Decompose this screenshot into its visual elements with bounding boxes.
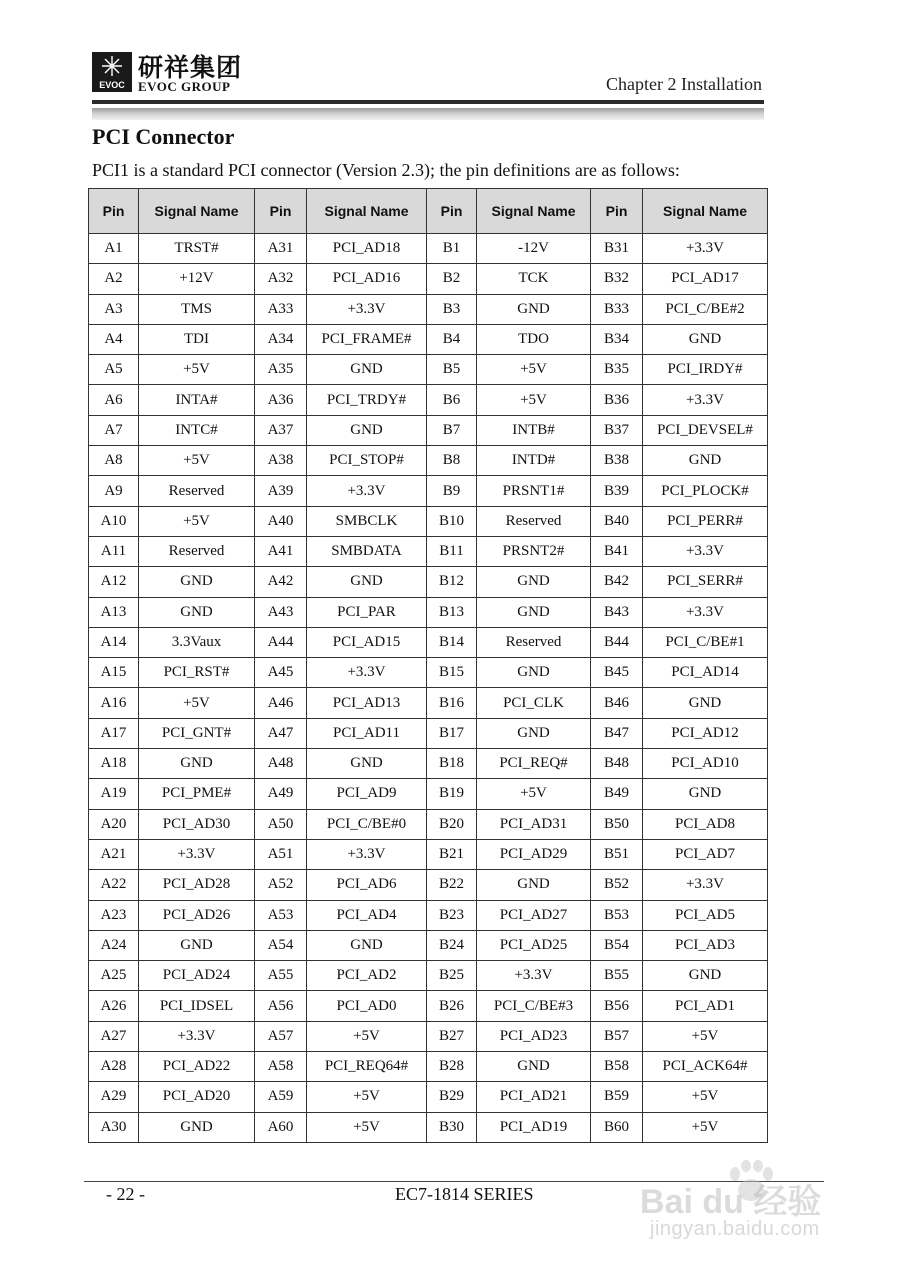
pin-cell: B46 (591, 688, 643, 718)
signal-name-cell: PCI_CLK (477, 688, 591, 718)
pin-cell: B29 (427, 1082, 477, 1112)
pin-cell: B43 (591, 597, 643, 627)
pin-cell: A6 (89, 385, 139, 415)
signal-name-cell: +5V (477, 355, 591, 385)
pin-cell: A49 (255, 779, 307, 809)
pin-cell: A21 (89, 839, 139, 869)
pin-cell: A47 (255, 718, 307, 748)
signal-name-cell: +5V (643, 1112, 768, 1142)
pin-cell: A10 (89, 506, 139, 536)
signal-name-cell: PCI_AD9 (307, 779, 427, 809)
signal-name-cell: +3.3V (139, 839, 255, 869)
signal-name-cell: PCI_AD25 (477, 930, 591, 960)
pin-cell: A54 (255, 930, 307, 960)
signal-name-cell: +5V (139, 355, 255, 385)
logo-chinese-name: 研祥集团 (138, 53, 243, 82)
pin-cell: A45 (255, 658, 307, 688)
table-row (89, 658, 768, 688)
signal-name-cell: +5V (139, 688, 255, 718)
pin-cell: A27 (89, 1021, 139, 1051)
table-row (89, 597, 768, 627)
table-row (89, 779, 768, 809)
signal-name-cell: +5V (307, 1021, 427, 1051)
pin-cell: B34 (591, 324, 643, 354)
logo-mark-text: EVOC (99, 80, 125, 90)
pin-cell: A35 (255, 355, 307, 385)
pin-cell: B15 (427, 658, 477, 688)
pin-cell: A60 (255, 1112, 307, 1142)
pin-cell: A37 (255, 415, 307, 445)
pin-cell: B58 (591, 1052, 643, 1082)
pin-cell: A9 (89, 476, 139, 506)
pin-cell: B5 (427, 355, 477, 385)
pin-cell: B26 (427, 991, 477, 1021)
pin-cell: B39 (591, 476, 643, 506)
signal-name-cell: GND (307, 355, 427, 385)
signal-name-cell: +5V (643, 1082, 768, 1112)
signal-name-cell: GND (139, 567, 255, 597)
pin-cell: A7 (89, 415, 139, 445)
signal-name-cell: PCI_STOP# (307, 446, 427, 476)
evoc-logo-mark (92, 52, 132, 92)
signal-name-cell: +5V (643, 1021, 768, 1051)
table-row (89, 1112, 768, 1142)
pin-cell: B55 (591, 961, 643, 991)
signal-name-cell: +3.3V (139, 1021, 255, 1051)
pin-cell: A3 (89, 294, 139, 324)
pin-cell: A2 (89, 264, 139, 294)
table-row (89, 355, 768, 385)
product-series: EC7-1814 SERIES (395, 1184, 534, 1204)
table-row (89, 1082, 768, 1112)
pin-cell: A44 (255, 627, 307, 657)
signal-name-cell: PCI_AD28 (139, 870, 255, 900)
signal-name-cell: GND (477, 567, 591, 597)
pin-cell: A5 (89, 355, 139, 385)
pin-cell: B1 (427, 234, 477, 264)
signal-name-cell: PCI_AD22 (139, 1052, 255, 1082)
signal-name-cell: PCI_AD15 (307, 627, 427, 657)
signal-name-cell: +3.3V (643, 597, 768, 627)
pin-cell: B40 (591, 506, 643, 536)
pin-cell: B6 (427, 385, 477, 415)
signal-name-cell: +3.3V (307, 658, 427, 688)
signal-name-cell: GND (643, 779, 768, 809)
signal-name-cell: TDO (477, 324, 591, 354)
signal-name-cell: PCI_AD2 (307, 961, 427, 991)
signal-name-cell: +5V (477, 385, 591, 415)
signal-name-cell: GND (139, 930, 255, 960)
pin-cell: B18 (427, 749, 477, 779)
signal-name-cell: +5V (139, 446, 255, 476)
table-row (89, 264, 768, 294)
pin-cell: A56 (255, 991, 307, 1021)
signal-name-cell: GND (643, 446, 768, 476)
chapter-heading: Chapter 2 Installation (606, 74, 762, 94)
signal-name-cell: +3.3V (643, 234, 768, 264)
signal-name-cell: +3.3V (307, 294, 427, 324)
signal-name-cell: INTA# (139, 385, 255, 415)
signal-name-cell: PCI_PAR (307, 597, 427, 627)
table-row (89, 234, 768, 264)
signal-name-cell: +3.3V (643, 870, 768, 900)
column-header: Pin (89, 189, 139, 234)
signal-name-cell: GND (643, 688, 768, 718)
signal-name-cell: Reserved (477, 506, 591, 536)
pin-cell: A46 (255, 688, 307, 718)
pin-cell: B59 (591, 1082, 643, 1112)
pin-cell: A59 (255, 1082, 307, 1112)
pin-cell: B56 (591, 991, 643, 1021)
table-row (89, 324, 768, 354)
signal-name-cell: GND (139, 1112, 255, 1142)
pin-cell: B37 (591, 415, 643, 445)
signal-name-cell: +5V (139, 506, 255, 536)
pin-cell: A12 (89, 567, 139, 597)
signal-name-cell: TMS (139, 294, 255, 324)
pin-cell: B51 (591, 839, 643, 869)
signal-name-cell: PCI_SERR# (643, 567, 768, 597)
signal-name-cell: PCI_AD13 (307, 688, 427, 718)
signal-name-cell: +5V (307, 1112, 427, 1142)
signal-name-cell: PCI_C/BE#3 (477, 991, 591, 1021)
signal-name-cell: PCI_TRDY# (307, 385, 427, 415)
table-row (89, 718, 768, 748)
pin-cell: B25 (427, 961, 477, 991)
signal-name-cell: +3.3V (477, 961, 591, 991)
pin-cell: B11 (427, 536, 477, 566)
pin-cell: B53 (591, 900, 643, 930)
pin-cell: B2 (427, 264, 477, 294)
signal-name-cell: +3.3V (643, 536, 768, 566)
pin-cell: A17 (89, 718, 139, 748)
pin-cell: B19 (427, 779, 477, 809)
pin-cell: A32 (255, 264, 307, 294)
pin-cell: A28 (89, 1052, 139, 1082)
signal-name-cell: PCI_AD1 (643, 991, 768, 1021)
pin-cell: A55 (255, 961, 307, 991)
signal-name-cell: PCI_IDSEL (139, 991, 255, 1021)
table-header-row (89, 189, 768, 234)
signal-name-cell: PCI_C/BE#1 (643, 627, 768, 657)
pin-cell: A50 (255, 809, 307, 839)
table-row (89, 476, 768, 506)
pin-cell: A18 (89, 749, 139, 779)
pin-cell: A26 (89, 991, 139, 1021)
signal-name-cell: PCI_AD8 (643, 809, 768, 839)
pin-cell: A24 (89, 930, 139, 960)
signal-name-cell: TDI (139, 324, 255, 354)
pin-cell: B35 (591, 355, 643, 385)
signal-name-cell: PCI_REQ# (477, 749, 591, 779)
signal-name-cell: PCI_AD17 (643, 264, 768, 294)
pin-cell: A11 (89, 536, 139, 566)
signal-name-cell: INTD# (477, 446, 591, 476)
header-rule-shade (92, 108, 764, 120)
table-row (89, 385, 768, 415)
pin-cell: A31 (255, 234, 307, 264)
signal-name-cell: GND (477, 658, 591, 688)
pin-cell: A14 (89, 627, 139, 657)
baidu-watermark (640, 1150, 870, 1250)
signal-name-cell: Reserved (139, 536, 255, 566)
pin-cell: B36 (591, 385, 643, 415)
pin-cell: A51 (255, 839, 307, 869)
signal-name-cell: PCI_AD11 (307, 718, 427, 748)
pin-cell: A22 (89, 870, 139, 900)
pin-cell: B20 (427, 809, 477, 839)
pin-cell: B28 (427, 1052, 477, 1082)
pin-cell: B10 (427, 506, 477, 536)
pin-cell: B13 (427, 597, 477, 627)
pin-cell: A1 (89, 234, 139, 264)
table-row (89, 839, 768, 869)
signal-name-cell: +3.3V (643, 385, 768, 415)
signal-name-cell: PCI_AD0 (307, 991, 427, 1021)
table-row (89, 930, 768, 960)
pin-cell: B16 (427, 688, 477, 718)
column-header: Pin (255, 189, 307, 234)
signal-name-cell: TRST# (139, 234, 255, 264)
pin-cell: A19 (89, 779, 139, 809)
signal-name-cell: PCI_AD18 (307, 234, 427, 264)
watermark-brand: Bai du 经验 (640, 1183, 822, 1221)
pin-cell: A48 (255, 749, 307, 779)
signal-name-cell: PCI_PME# (139, 779, 255, 809)
signal-name-cell: PRSNT2# (477, 536, 591, 566)
table-row (89, 567, 768, 597)
signal-name-cell: PCI_AD24 (139, 961, 255, 991)
watermark-url: jingyan.baidu.com (650, 1218, 820, 1240)
table-row (89, 749, 768, 779)
pin-cell: B44 (591, 627, 643, 657)
pin-cell: A40 (255, 506, 307, 536)
pin-cell: A41 (255, 536, 307, 566)
pin-cell: B8 (427, 446, 477, 476)
table-row (89, 961, 768, 991)
pin-cell: B23 (427, 900, 477, 930)
table-row (89, 870, 768, 900)
signal-name-cell: +12V (139, 264, 255, 294)
signal-name-cell: GND (139, 749, 255, 779)
pin-cell: A15 (89, 658, 139, 688)
pin-cell: B32 (591, 264, 643, 294)
signal-name-cell: 3.3Vaux (139, 627, 255, 657)
column-header: Signal Name (139, 189, 255, 234)
signal-name-cell: PCI_AD30 (139, 809, 255, 839)
pin-cell: B14 (427, 627, 477, 657)
pin-cell: A53 (255, 900, 307, 930)
pin-cell: A13 (89, 597, 139, 627)
pin-cell: B21 (427, 839, 477, 869)
signal-name-cell: PCI_AD19 (477, 1112, 591, 1142)
starburst-icon (102, 56, 122, 76)
pin-cell: A39 (255, 476, 307, 506)
pin-table-body (89, 234, 768, 1143)
signal-name-cell: PCI_AD6 (307, 870, 427, 900)
logo-english-name: EVOC GROUP (138, 79, 231, 94)
signal-name-cell: Reserved (139, 476, 255, 506)
signal-name-cell: SMBCLK (307, 506, 427, 536)
pin-cell: B9 (427, 476, 477, 506)
pin-cell: A57 (255, 1021, 307, 1051)
pin-cell: A34 (255, 324, 307, 354)
pin-cell: B48 (591, 749, 643, 779)
signal-name-cell: PCI_AD3 (643, 930, 768, 960)
signal-name-cell: +5V (477, 779, 591, 809)
section-title: PCI Connector (92, 124, 235, 149)
pin-cell: A23 (89, 900, 139, 930)
signal-name-cell: GND (307, 749, 427, 779)
signal-name-cell: PCI_IRDY# (643, 355, 768, 385)
pin-cell: B57 (591, 1021, 643, 1051)
table-row (89, 991, 768, 1021)
signal-name-cell: PCI_C/BE#2 (643, 294, 768, 324)
pin-cell: B41 (591, 536, 643, 566)
signal-name-cell: GND (643, 961, 768, 991)
signal-name-cell: GND (477, 1052, 591, 1082)
signal-name-cell: PCI_AD14 (643, 658, 768, 688)
signal-name-cell: PCI_FRAME# (307, 324, 427, 354)
signal-name-cell: SMBDATA (307, 536, 427, 566)
pin-cell: B60 (591, 1112, 643, 1142)
table-row (89, 688, 768, 718)
pin-cell: A20 (89, 809, 139, 839)
pin-cell: A43 (255, 597, 307, 627)
table-row (89, 900, 768, 930)
pin-cell: A36 (255, 385, 307, 415)
pin-cell: A8 (89, 446, 139, 476)
signal-name-cell: PCI_AD10 (643, 749, 768, 779)
signal-name-cell: PRSNT1# (477, 476, 591, 506)
pin-cell: A25 (89, 961, 139, 991)
pin-cell: B47 (591, 718, 643, 748)
pin-cell: A30 (89, 1112, 139, 1142)
table-row (89, 506, 768, 536)
pin-cell: A42 (255, 567, 307, 597)
signal-name-cell: -12V (477, 234, 591, 264)
table-row (89, 536, 768, 566)
signal-name-cell: GND (307, 567, 427, 597)
signal-name-cell: INTB# (477, 415, 591, 445)
pin-definition-table (88, 188, 768, 1143)
signal-name-cell: +5V (307, 1082, 427, 1112)
table-row (89, 627, 768, 657)
signal-name-cell: INTC# (139, 415, 255, 445)
pin-cell: A38 (255, 446, 307, 476)
pin-cell: B17 (427, 718, 477, 748)
evoc-logo (92, 52, 262, 100)
table-row (89, 294, 768, 324)
pin-cell: B22 (427, 870, 477, 900)
signal-name-cell: PCI_AD21 (477, 1082, 591, 1112)
signal-name-cell: PCI_AD31 (477, 809, 591, 839)
page-number: - 22 - (106, 1184, 145, 1204)
signal-name-cell: PCI_AD29 (477, 839, 591, 869)
pin-cell: A29 (89, 1082, 139, 1112)
table-row (89, 1052, 768, 1082)
column-header: Signal Name (307, 189, 427, 234)
pin-cell: A58 (255, 1052, 307, 1082)
column-header: Pin (591, 189, 643, 234)
signal-name-cell: PCI_AD5 (643, 900, 768, 930)
signal-name-cell: GND (643, 324, 768, 354)
pin-cell: B42 (591, 567, 643, 597)
table-row (89, 446, 768, 476)
column-header: Signal Name (643, 189, 768, 234)
intro-text: PCI1 is a standard PCI connector (Version 2.3); the pin definitions are as follows: (92, 160, 680, 180)
signal-name-cell: GND (307, 415, 427, 445)
column-header: Signal Name (477, 189, 591, 234)
pin-cell: B49 (591, 779, 643, 809)
pin-cell: B3 (427, 294, 477, 324)
pin-cell: A33 (255, 294, 307, 324)
signal-name-cell: PCI_AD4 (307, 900, 427, 930)
pin-cell: B38 (591, 446, 643, 476)
signal-name-cell: PCI_AD27 (477, 900, 591, 930)
signal-name-cell: PCI_C/BE#0 (307, 809, 427, 839)
signal-name-cell: PCI_AD7 (643, 839, 768, 869)
table-row (89, 1021, 768, 1051)
signal-name-cell: TCK (477, 264, 591, 294)
signal-name-cell: PCI_DEVSEL# (643, 415, 768, 445)
pin-cell: B30 (427, 1112, 477, 1142)
pin-cell: B27 (427, 1021, 477, 1051)
pin-cell: B7 (427, 415, 477, 445)
signal-name-cell: GND (477, 870, 591, 900)
pin-cell: B50 (591, 809, 643, 839)
pin-cell: B45 (591, 658, 643, 688)
signal-name-cell: +3.3V (307, 476, 427, 506)
signal-name-cell: PCI_PLOCK# (643, 476, 768, 506)
signal-name-cell: PCI_RST# (139, 658, 255, 688)
signal-name-cell: PCI_PERR# (643, 506, 768, 536)
table-row (89, 809, 768, 839)
pin-cell: B54 (591, 930, 643, 960)
signal-name-cell: PCI_AD20 (139, 1082, 255, 1112)
pin-cell: B33 (591, 294, 643, 324)
table-row (89, 415, 768, 445)
signal-name-cell: PCI_AD12 (643, 718, 768, 748)
signal-name-cell: GND (477, 597, 591, 627)
header-rule (92, 100, 764, 104)
pin-cell: B4 (427, 324, 477, 354)
pin-cell: B31 (591, 234, 643, 264)
signal-name-cell: PCI_AD26 (139, 900, 255, 930)
signal-name-cell: GND (477, 718, 591, 748)
signal-name-cell: GND (139, 597, 255, 627)
pin-cell: B52 (591, 870, 643, 900)
signal-name-cell: PCI_GNT# (139, 718, 255, 748)
pin-cell: A4 (89, 324, 139, 354)
signal-name-cell: PCI_AD16 (307, 264, 427, 294)
signal-name-cell: PCI_AD23 (477, 1021, 591, 1051)
signal-name-cell: PCI_ACK64# (643, 1052, 768, 1082)
column-header: Pin (427, 189, 477, 234)
signal-name-cell: GND (307, 930, 427, 960)
pin-cell: A16 (89, 688, 139, 718)
pin-cell: B12 (427, 567, 477, 597)
signal-name-cell: PCI_REQ64# (307, 1052, 427, 1082)
signal-name-cell: Reserved (477, 627, 591, 657)
signal-name-cell: GND (477, 294, 591, 324)
signal-name-cell: +3.3V (307, 839, 427, 869)
pin-cell: A52 (255, 870, 307, 900)
pin-cell: B24 (427, 930, 477, 960)
